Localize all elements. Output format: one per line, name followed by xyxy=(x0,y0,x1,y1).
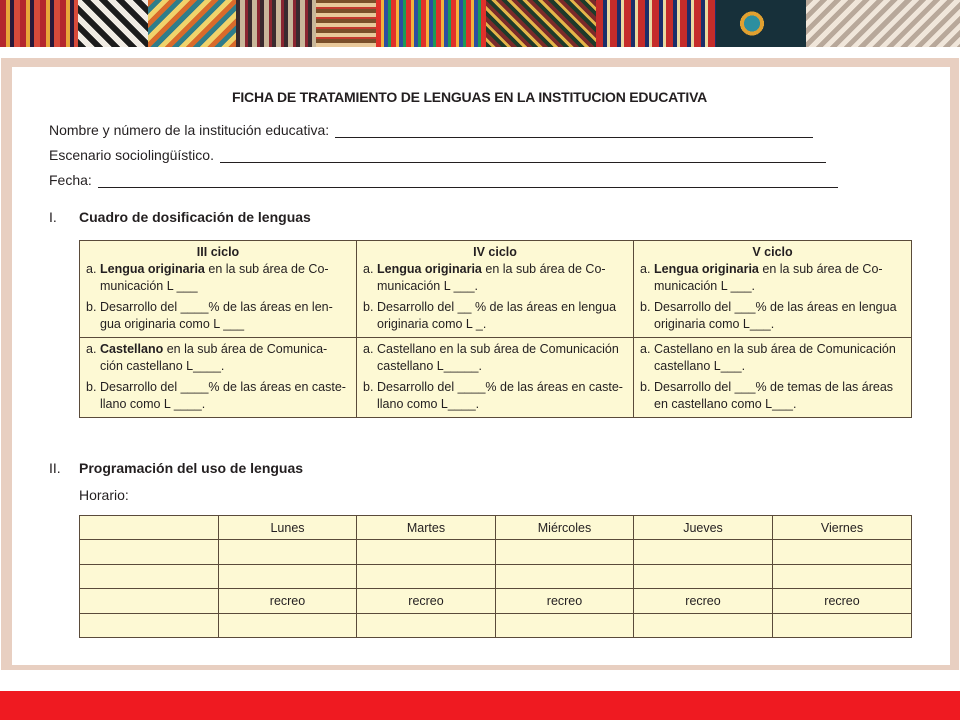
table-cell[interactable] xyxy=(773,613,912,638)
item-letter: b. xyxy=(640,380,651,394)
item-text: Desarrollo del ___% de temas de las áreas en castellano como L___. xyxy=(654,380,894,411)
item-letter: a. xyxy=(363,342,374,356)
section-title: Cuadro de dosificación de lenguas xyxy=(79,209,311,225)
table-cell[interactable] xyxy=(357,613,496,638)
textile-pattern xyxy=(236,0,316,47)
item-letter: a. xyxy=(86,262,97,276)
list-item xyxy=(640,379,905,413)
table-cell[interactable] xyxy=(634,540,773,565)
table-cell[interactable] xyxy=(634,613,773,638)
textile-pattern xyxy=(148,0,236,47)
document-title: FICHA DE TRATAMIENTO DE LENGUAS EN LA INSTITUCION EDUCATIVA xyxy=(232,89,708,105)
cycle-column xyxy=(634,241,912,338)
list-item xyxy=(86,341,350,375)
list-item xyxy=(86,261,350,295)
list-item xyxy=(640,261,905,295)
item-letter: b. xyxy=(86,300,97,314)
item-text: Desarrollo del ____% de las áreas en caste-llano como L ____. xyxy=(100,380,346,411)
field-label: Escenario sociolingüístico. xyxy=(49,147,214,163)
item-bold: Lengua originaria xyxy=(377,262,482,276)
table-cell[interactable] xyxy=(357,540,496,565)
day-header: Jueves xyxy=(634,516,773,540)
textile-pattern xyxy=(486,0,596,47)
list-item xyxy=(363,341,627,375)
item-text: Desarrollo del ____% de las áreas en len-gua originaria como L ___ xyxy=(100,300,333,331)
recess-cell: recreo xyxy=(219,589,357,614)
item-letter: a. xyxy=(363,262,374,276)
recess-cell: recreo xyxy=(357,589,496,614)
day-header: Viernes xyxy=(773,516,912,540)
recess-row xyxy=(80,589,912,614)
table-cell[interactable] xyxy=(496,564,634,589)
table-row xyxy=(80,564,912,589)
textile-banner xyxy=(0,0,960,47)
table-cell[interactable] xyxy=(219,564,357,589)
date-field xyxy=(49,172,838,188)
item-bold: Lengua originaria xyxy=(654,262,759,276)
day-header: Lunes xyxy=(219,516,357,540)
table-cell xyxy=(80,338,357,418)
table-cell[interactable] xyxy=(80,540,219,565)
table-cell[interactable] xyxy=(634,564,773,589)
item-text: Desarrollo del ___% de las áreas en lengua originaria como L___. xyxy=(654,300,897,331)
cycle-column xyxy=(80,241,357,338)
item-text: en la sub área de Co-municación L ___. xyxy=(377,262,606,293)
table-row xyxy=(80,338,912,418)
day-header: Miércoles xyxy=(496,516,634,540)
textile-pattern xyxy=(806,0,960,47)
schedule-table xyxy=(79,515,912,638)
cycle-header: IV ciclo xyxy=(473,245,517,259)
cycle-header: V ciclo xyxy=(752,245,793,259)
table-row xyxy=(80,613,912,638)
table-cell xyxy=(357,338,634,418)
language-dosage-table xyxy=(79,240,912,418)
table-cell[interactable] xyxy=(773,540,912,565)
cycle-column xyxy=(357,241,634,338)
institution-input-line[interactable] xyxy=(335,123,813,138)
date-input-line[interactable] xyxy=(98,173,838,188)
item-text: Desarrollo del ____% de las áreas en caste-llano como L____. xyxy=(377,380,623,411)
list-item xyxy=(640,341,905,375)
cycle-header: III ciclo xyxy=(196,245,240,259)
table-row xyxy=(80,241,912,338)
list-item xyxy=(363,299,627,333)
list-item xyxy=(640,299,905,333)
item-text: Castellano en la sub área de Comunicación castellano L___. xyxy=(654,342,896,373)
document-sheet xyxy=(12,67,950,665)
table-cell[interactable] xyxy=(80,564,219,589)
item-bold: Lengua originaria xyxy=(100,262,205,276)
textile-pattern xyxy=(0,0,78,47)
textile-pattern xyxy=(316,0,376,47)
list-item xyxy=(363,261,627,295)
table-cell[interactable] xyxy=(219,540,357,565)
table-cell[interactable] xyxy=(496,540,634,565)
textile-pattern xyxy=(78,0,148,47)
section-title: Programación del uso de lenguas xyxy=(79,460,304,476)
table-row xyxy=(80,540,912,565)
item-letter: b. xyxy=(363,380,374,394)
table-cell[interactable] xyxy=(219,613,357,638)
textile-pattern xyxy=(716,0,806,47)
table-cell[interactable] xyxy=(80,613,219,638)
item-letter: b. xyxy=(640,300,651,314)
field-label: Fecha: xyxy=(49,172,92,188)
table-cell[interactable] xyxy=(357,564,496,589)
item-letter: a. xyxy=(640,262,651,276)
list-item xyxy=(363,379,627,413)
section-number: II. xyxy=(49,460,61,476)
item-text: Castellano en la sub área de Comunicación castellano L_____. xyxy=(377,342,619,373)
day-header: Martes xyxy=(357,516,496,540)
textile-pattern xyxy=(596,0,716,47)
recess-cell: recreo xyxy=(496,589,634,614)
textile-pattern xyxy=(376,0,486,47)
footer-bar xyxy=(0,691,960,720)
item-text: en la sub área de Comunica-ción castellano L____. xyxy=(100,342,328,373)
scenario-input-line[interactable] xyxy=(220,148,826,163)
recess-cell: recreo xyxy=(773,589,912,614)
item-bold: Castellano xyxy=(100,342,164,356)
recess-cell: recreo xyxy=(634,589,773,614)
item-text: Desarrollo del __ % de las áreas en lengua originaria como L _. xyxy=(377,300,617,331)
schedule-header-row xyxy=(80,516,912,540)
table-cell[interactable] xyxy=(80,516,219,540)
item-text: en la sub área de Co-municación L ___. xyxy=(654,262,883,293)
institution-field xyxy=(49,122,813,138)
document-frame xyxy=(1,58,959,670)
item-letter: a. xyxy=(86,342,97,356)
item-letter: a. xyxy=(640,342,651,356)
item-letter: b. xyxy=(363,300,374,314)
table-cell[interactable] xyxy=(80,589,219,614)
table-cell[interactable] xyxy=(773,564,912,589)
section-number: I. xyxy=(49,209,57,225)
item-letter: b. xyxy=(86,380,97,394)
list-item xyxy=(86,379,350,413)
table-cell[interactable] xyxy=(496,613,634,638)
table-cell xyxy=(634,338,912,418)
field-label: Nombre y número de la institución educativa: xyxy=(49,122,330,138)
schedule-label: Horario: xyxy=(79,487,129,503)
list-item xyxy=(86,299,350,333)
scenario-field xyxy=(49,147,826,163)
item-text: en la sub área de Co-municación L ___ xyxy=(100,262,329,293)
